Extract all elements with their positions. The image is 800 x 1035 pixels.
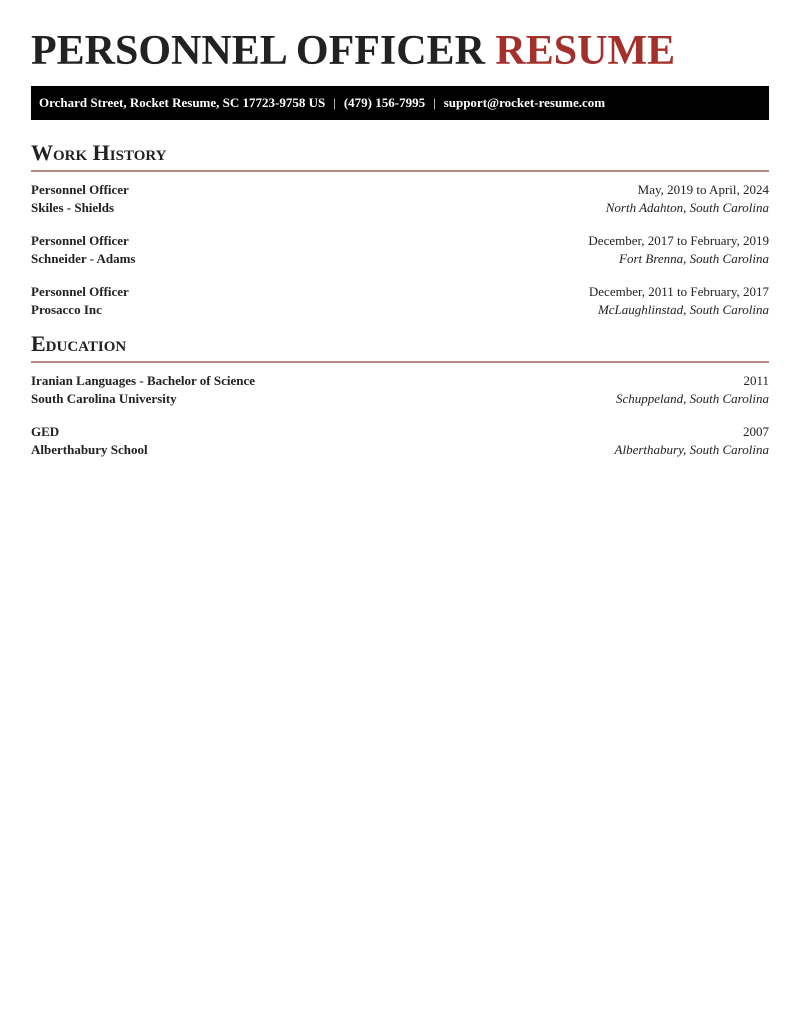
work-entry <box>31 181 769 216</box>
job-dates: May, 2019 to April, 2024 <box>637 182 769 197</box>
education-entry <box>31 423 769 458</box>
school-location: Alberthabury, South Carolina <box>614 441 769 457</box>
graduation-year: 2007 <box>743 424 769 439</box>
degree: GED <box>31 424 60 439</box>
contact-email[interactable]: support@rocket-resume.com <box>443 95 606 110</box>
company-name: Prosacco Inc <box>31 301 102 317</box>
resume-title <box>31 28 675 74</box>
graduation-year: 2011 <box>743 373 769 388</box>
work-entry <box>31 283 769 318</box>
job-title: Personnel Officer <box>31 182 129 197</box>
contact-separator: | <box>333 95 336 110</box>
education-entry <box>31 372 769 407</box>
title-main: PERSONNEL OFFICER <box>31 28 485 74</box>
job-location: McLaughlinstad, South Carolina <box>597 301 769 317</box>
job-dates: December, 2017 to February, 2019 <box>588 233 769 248</box>
school-name: Alberthabury School <box>31 441 148 457</box>
contact-separator: | <box>433 95 436 110</box>
education-heading: Education <box>31 331 769 363</box>
work-entry <box>31 232 769 267</box>
work-history-heading: Work History <box>31 140 769 172</box>
company-name: Schneider - Adams <box>31 250 136 266</box>
title-accent: RESUME <box>495 28 676 74</box>
job-dates: December, 2011 to February, 2017 <box>588 284 769 299</box>
job-location: North Adahton, South Carolina <box>605 199 769 215</box>
contact-bar <box>31 86 769 120</box>
job-title: Personnel Officer <box>31 233 129 248</box>
contact-phone: (479) 156-7995 <box>343 95 426 110</box>
company-name: Skiles - Shields <box>31 199 115 215</box>
school-location: Schuppeland, South Carolina <box>616 390 769 406</box>
school-name: South Carolina University <box>31 390 177 406</box>
job-title: Personnel Officer <box>31 284 129 299</box>
job-location: Fort Brenna, South Carolina <box>619 250 769 266</box>
degree: Iranian Languages - Bachelor of Science <box>31 373 256 388</box>
contact-address: Orchard Street, Rocket Resume, SC 17723-9758 US <box>39 95 326 110</box>
